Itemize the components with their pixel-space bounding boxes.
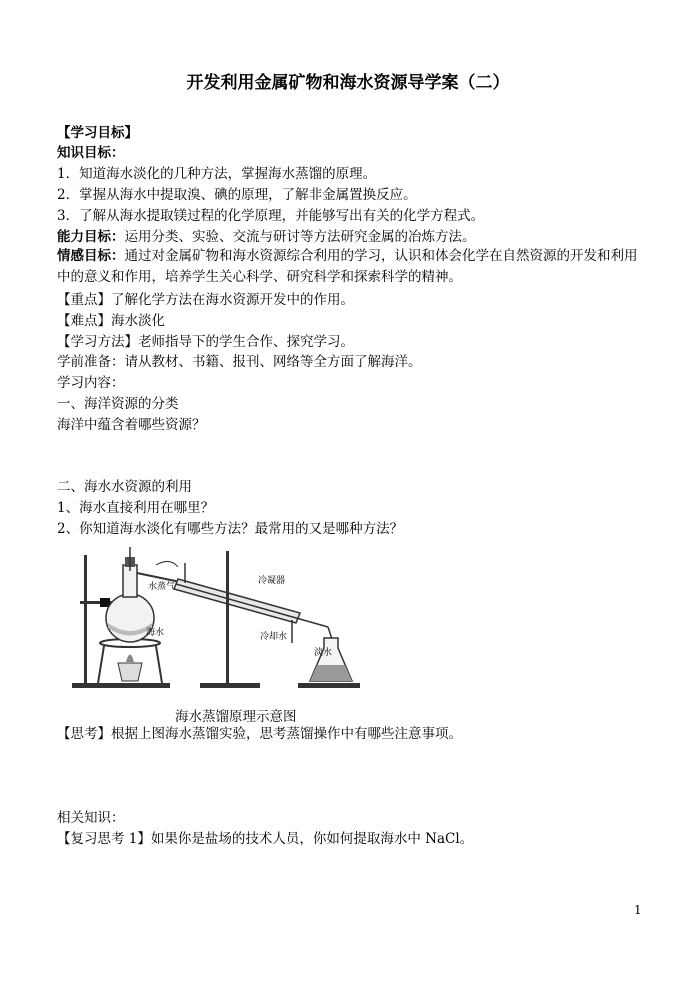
content-heading: 学习内容： — [57, 375, 125, 391]
section-learning-goals: 【学习目标】 — [57, 125, 138, 141]
vapor-arrow — [156, 561, 178, 567]
ability-goals — [57, 229, 476, 245]
stand-base-right — [200, 683, 260, 688]
inner-tube — [176, 584, 328, 627]
tripod-leg-left — [98, 646, 104, 683]
figure-caption: 海水蒸馏原理示意图 — [175, 709, 297, 725]
knowledge-goal-2: 2．掌握从海水中提取溴、碘的原理，了解非金属置换反应。 — [57, 187, 417, 203]
review-question-1: 【复习思考 1】如果你是盐场的技术人员，你如何提取海水中 NaCl。 — [57, 831, 474, 847]
emotion-goals — [57, 246, 642, 288]
related-knowledge-heading: 相关知识： — [57, 810, 125, 826]
emotion-goals-label: 情感目标： — [57, 248, 125, 264]
label-fresh-water: 淡水 — [314, 648, 333, 658]
stand-rod-right — [226, 551, 229, 685]
label-condenser: 冷凝器 — [258, 576, 286, 586]
flame — [126, 655, 134, 663]
distillation-diagram — [60, 543, 360, 693]
knowledge-goal-3: 3．了解从海水提取镁过程的化学原理，并能够写出有关的化学方程式。 — [57, 208, 485, 224]
tripod-leg-right — [156, 646, 162, 683]
page-title: 开发利用金属矿物和海水资源导学案（二） — [186, 73, 510, 93]
pre-study: 学前准备：请从教材、书籍、报刊、网络等全方面了解海洋。 — [57, 354, 422, 370]
adapter — [328, 627, 332, 639]
section-2-heading: 二、海水水资源的利用 — [57, 479, 192, 495]
emotion-goals-text: 通过对金属矿物和海水资源综合利用的学习，认识和体会化学在自然资源的开发和利用中的意义和作用，培养学生关心科学、研究科学和探索科学的精神。 — [57, 248, 638, 285]
fresh-water-in-flask — [310, 665, 352, 681]
clamp-head — [100, 598, 110, 607]
question-ocean-resources: 海洋中蕴含着哪些资源？ — [57, 417, 206, 433]
alcohol-lamp — [118, 663, 142, 681]
knowledge-goal-1: 1．知道海水淡化的几种方法，掌握海水蒸馏的原理。 — [57, 166, 377, 182]
section-1-heading: 一、海洋资源的分类 — [57, 396, 179, 412]
ability-goals-text: 运用分类、实验、交流与研讨等方法研究金属的冶炼方法。 — [124, 229, 476, 245]
question-desalination: 2、你知道海水淡化有哪些方法？最常用的又是哪种方法？ — [57, 521, 404, 537]
learning-method: 【学习方法】老师指导下的学生合作、探究学习。 — [57, 334, 354, 350]
bench-right — [298, 683, 360, 688]
stand-rod-left — [84, 555, 87, 685]
label-seawater: 海水 — [146, 628, 165, 638]
page-number: 1 — [634, 903, 642, 917]
label-cooling-water: 冷却水 — [260, 632, 288, 642]
label-vapor: 水蒸气 — [148, 582, 176, 592]
key-point: 【重点】了解化学方法在海水资源开发中的作用。 — [57, 292, 354, 308]
knowledge-goals-heading: 知识目标： — [57, 145, 125, 161]
thinking-question: 【思考】根据上图海水蒸馏实验，思考蒸馏操作中有哪些注意事项。 — [57, 726, 462, 742]
difficult-point: 【难点】海水淡化 — [57, 313, 165, 329]
question-direct-use: 1、海水直接利用在哪里？ — [57, 500, 215, 516]
ability-goals-label: 能力目标： — [57, 229, 125, 245]
